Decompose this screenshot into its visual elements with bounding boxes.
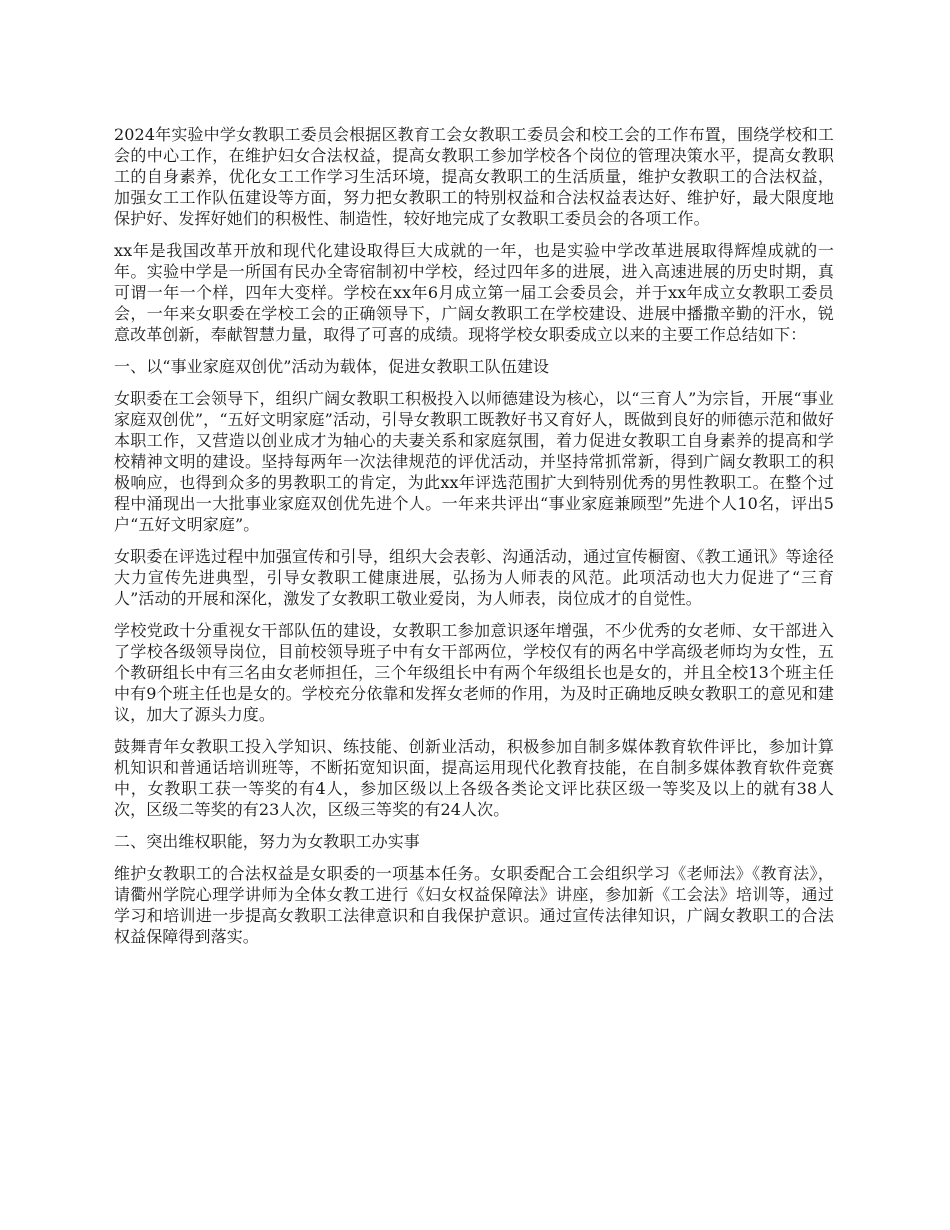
section-1-paragraph-2: 女职委在评选过程中加强宣传和引导，组织大会表彰、沟通活动，通过宣传橱窗、《教工通讯》等途径大力宣传先进典型，引导女教职工健康进展，弘扬为人师表的风范。此项活动也大力促进了“三育人”活动的开展和深化，激发了女教职工敬业爱岗，为人师表，岗位成才的自觉性。 <box>114 547 834 608</box>
section-2-paragraph-1: 维护女教职工的合法权益是女职委的一项基本任务。女职委配合工会组织学习《老师法》《教育法》，请衢州学院心理学讲师为全体女教工进行《妇女权益保障法》讲座，参加新《工会法》培训等，通过学习和培训进一步提高女教职工法律意识和自我保护意识。通过宣传法律知识，广阔女教职工的合法权益保障得到落实。 <box>114 864 834 946</box>
section-heading-1: 一、以“事业家庭双创优”活动为载体，促进女教职工队伍建设 <box>114 357 550 376</box>
section-1-paragraph-3: 学校党政十分重视女干部队伍的建设，女教职工参加意识逐年增强，不少优秀的女老师、女干部进入了学校各级领导岗位，目前校领导班子中有女干部两位，学校仅有的两名中学高级老师均为女性，五个教研组长中有三名由女老师担任，三个年级组长中有两个年级组长也是女的，并且全校13个班主任中有9个班主任也是女的。学校充分依靠和发挥女老师的作用，为及时正确地反映女教职工的意见和建议，加大了源头力度。 <box>114 621 834 724</box>
section-heading-2: 二、突出维权职能，努力为女教职工办实事 <box>114 832 420 851</box>
document-body <box>114 124 834 958</box>
section-1-paragraph-4: 鼓舞青年女教职工投入学知识、练技能、创新业活动，积极参加自制多媒体教育软件评比，参加计算机知识和普通话培训班等，不断拓宽知识面，提高运用现代化教育技能，在自制多媒体教育软件竞赛中，女教职工获一等奖的有4人，参加区级以上各级各类论文评比获区级一等奖及以上的就有38人次，区级二等奖的有23人次，区级三等奖的有24人次。 <box>114 737 834 819</box>
section-1-paragraph-1: 女职委在工会领导下，组织广阔女教职工积极投入以师德建设为核心，以“三育人”为宗旨，开展“事业家庭双创优”，“五好文明家庭”活动，引导女教职工既教好书又育好人，既做到良好的师德示范和做好本职工作，又营造以创业成才为轴心的夫妻关系和家庭氛围，着力促进女教职工自身素养的提高和学校精神文明的建设。坚持每两年一次法律规范的评优活动，并坚持常抓常新，得到广阔女教职工的积极响应，也得到众多的男教职工的肯定，为此xx年评选范围扩大到特别优秀的男性教职工。在整个过程中涌现出一大批事业家庭双创优先进个人。一年来共评出“事业家庭兼顾型”先进个人10名，评出5户“五好文明家庭”。 <box>114 389 834 534</box>
background-paragraph: xx年是我国改革开放和现代化建设取得巨大成就的一年，也是实验中学改革进展取得辉煌成就的一年。实验中学是一所国有民办全寄宿制初中学校，经过四年多的进展，进入高速进展的历史时期，真可谓一年一个样，四年大变样。学校在xx年6月成立第一届工会委员会，并于xx年成立女教职工委员会，一年来女职委在学校工会的正确领导下，广阔女教职工在学校建设、进展中播撒辛勤的汗水，锐意改革创新，奉献智慧力量，取得了可喜的成绩。现将学校女职委成立以来的主要工作总结如下： <box>114 241 834 344</box>
intro-paragraph: 2024年实验中学女教职工委员会根据区教育工会女教职工委员会和校工会的工作布置，围绕学校和工会的中心工作，在维护妇女合法权益，提高女教职工参加学校各个岗位的管理决策水平，提高女教职工的自身素养，优化女工工作学习生活环境，提高女教职工的生活质量，维护女教职工的合法权益，加强女工工作队伍建设等方面，努力把女教职工的特别权益和合法权益表达好、维护好，最大限度地保护好、发挥好她们的积极性、制造性，较好地完成了女教职工委员会的各项工作。 <box>114 125 834 228</box>
